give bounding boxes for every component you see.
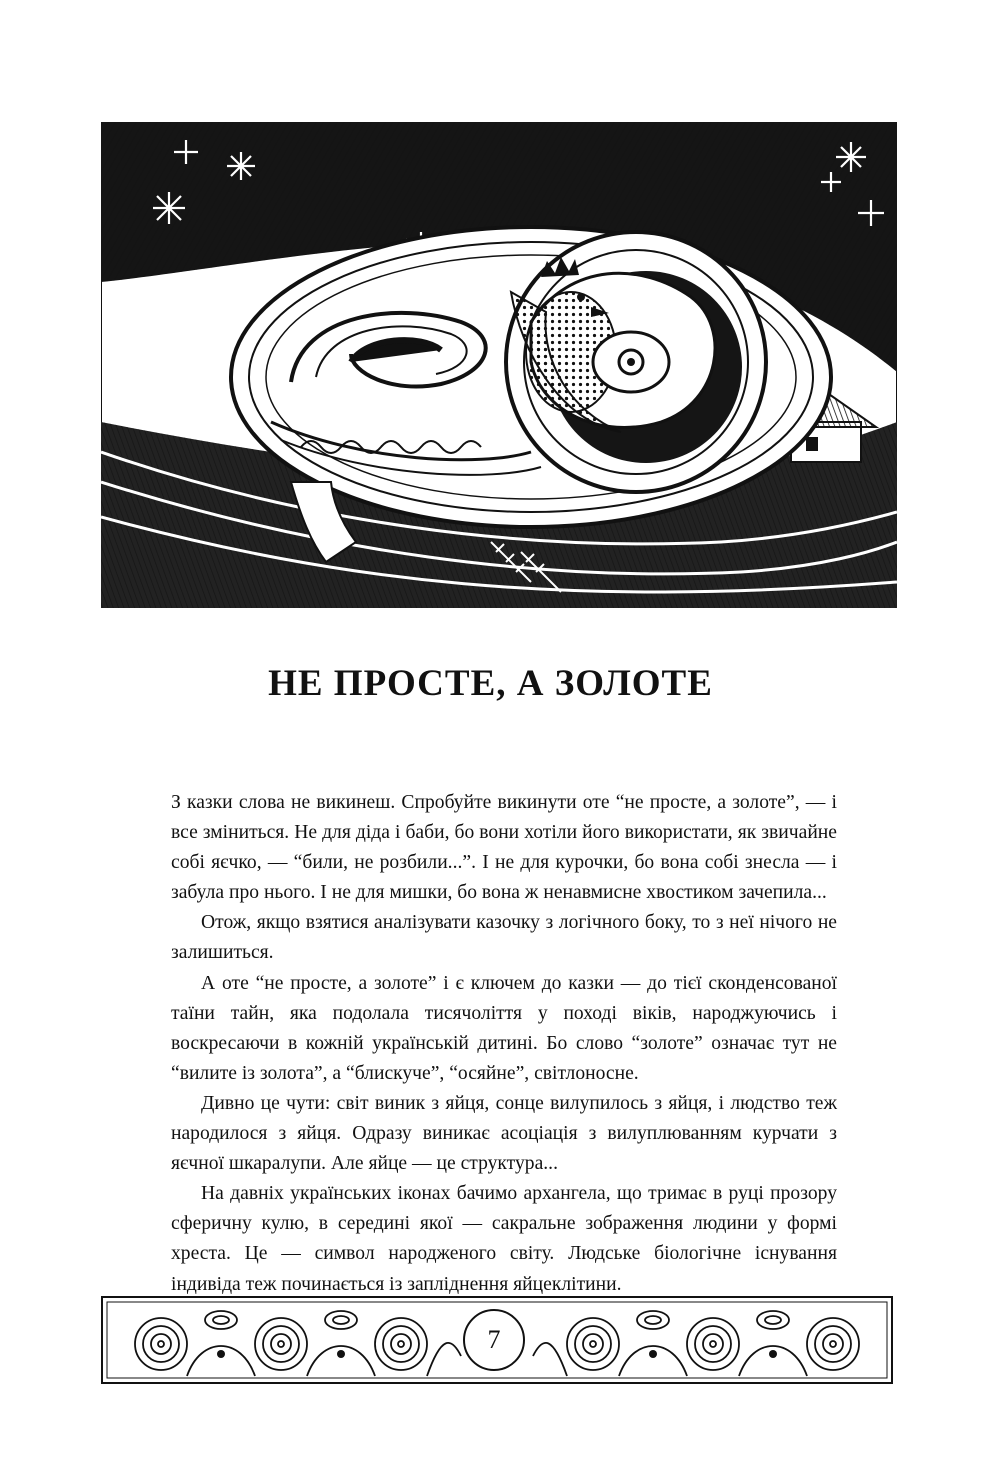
body-text — [171, 788, 837, 1300]
paragraph: А оте “не просте, а золоте” і є ключем до казки — до тієї сконденсованої таїни тайн, яка подолала тисячоліття у поході віків, народжуючись і воскресаючи в кожній українській дитині. Бо слово “золоте” означає тут не “вилите із золота”, а “блискуче”, “осяйне”, світлоносне. — [171, 972, 837, 1084]
chapter-title: НЕ ПРОСТЕ, А ЗОЛОТЕ — [268, 663, 713, 704]
paragraph: Дивно це чути: світ виник з яйця, сонце вилупилось з яйця, і людство теж народилося з яйця. Одразу виникає асоціація з вилуплюванням курчати з яєчної шкаралупи. Але яйце — це структура... — [171, 1092, 837, 1175]
egg-rooster-illustration — [101, 122, 897, 608]
page-number: 7 — [463, 1309, 525, 1371]
paragraph: З казки слова не викинеш. Спробуйте викинути оте “не просте, а золоте”, — і все зміниться. Не для діда і баби, бо вони хотіли його використати, як звичайне собі яєчко, — “били, не розбили...”. І не для курочки, бо вона собі знесла — і забула про нього. І не для мишки, бо вона ж ненавмисне хвостиком зачепила... — [171, 792, 837, 904]
paragraph: Отож, якщо взятися аналізувати казочку з логічного боку, то з неї нічого не залишиться. — [171, 912, 837, 964]
paragraph: На давніх українських іконах бачимо архангела, що тримає в руці прозору сферичну кулю, в середині якої — сакральне зображення людини у формі хреста. Це — символ народженого світу. Людське біологічне існування індивіда теж починається із запліднення яйцеклітини. — [171, 1183, 837, 1295]
